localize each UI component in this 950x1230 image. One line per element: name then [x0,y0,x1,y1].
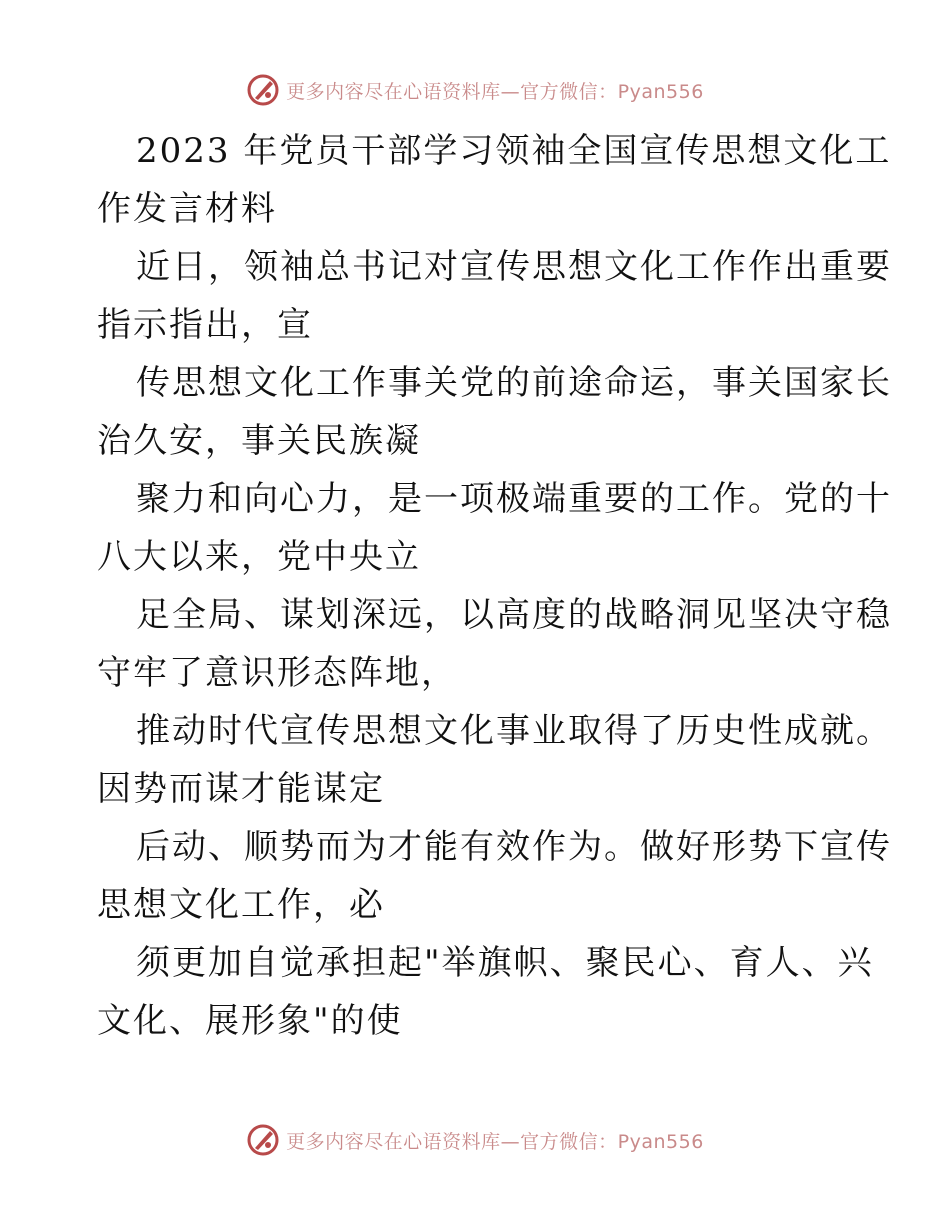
header-banner [0,70,950,110]
paragraph-line: 文化、展形象"的使 [97,1001,403,1041]
document-body [97,122,892,1050]
paragraph-6 [97,702,892,818]
paragraph-line: 2023 年党员干部学习领袖全国宣传思想文化工 [136,131,892,171]
paragraph-line: 近日，领袖总书记对宣传思想文化工作作出重要 [136,247,892,287]
footer-banner [0,1120,950,1160]
paragraph-4 [97,470,892,586]
paragraph-line: 后动、顺势而为才能有效作为。做好形势下宣传 [136,827,892,867]
footer-text: 更多内容尽在心语资料库—官方微信：Pyan556 [286,1130,704,1153]
paragraph-line: 推动时代宣传思想文化事业取得了历史性成就。 [136,711,892,751]
paragraph-line: 作发言材料 [97,189,277,229]
paragraph-3 [97,354,892,470]
paragraph-1 [97,122,892,238]
pen-seal-icon [246,1123,280,1157]
paragraph-line: 传思想文化工作事关党的前途命运，事关国家长 [136,363,892,403]
paragraph-8 [97,934,874,1050]
paragraph-line: 指示指出，宣 [97,305,313,345]
pen-seal-icon [246,73,280,107]
paragraph-5 [97,586,892,702]
paragraph-line: 守牢了意识形态阵地， [97,653,457,693]
paragraph-line: 须更加自觉承担起"举旗帜、聚民心、育人、兴 [136,943,874,983]
paragraph-line: 聚力和向心力，是一项极端重要的工作。党的十 [136,479,892,519]
header-text: 更多内容尽在心语资料库—官方微信：Pyan556 [286,80,704,103]
paragraph-7 [97,818,892,934]
paragraph-line: 思想文化工作，必 [97,885,385,925]
paragraph-line: 足全局、谋划深远，以高度的战略洞见坚决守稳 [136,595,892,635]
paragraph-line: 治久安，事关民族凝 [97,421,421,461]
paragraph-2 [97,238,892,354]
paragraph-line: 八大以来，党中央立 [97,537,421,577]
paragraph-line: 因势而谋才能谋定 [97,769,385,809]
